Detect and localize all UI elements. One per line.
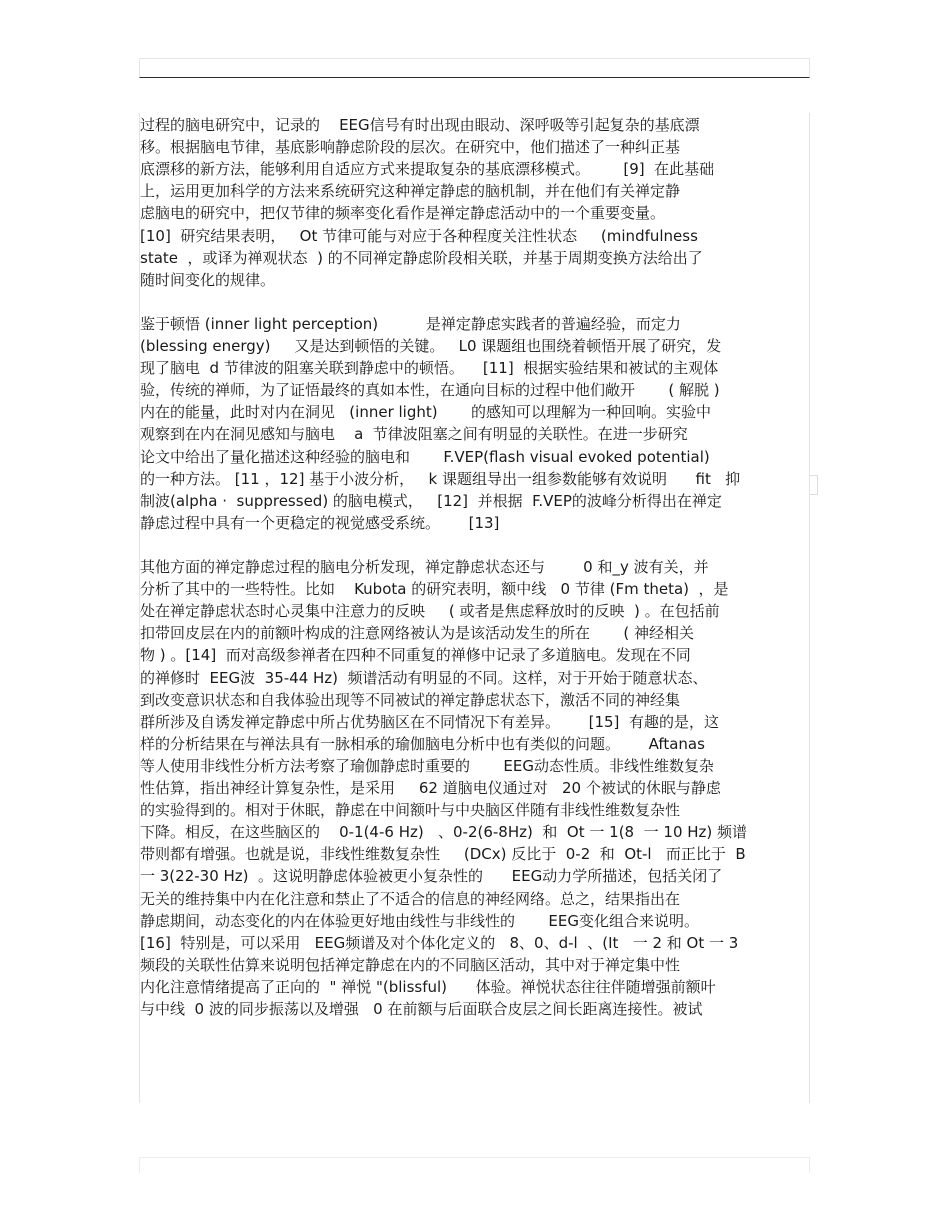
- text-line: 分析了其中的一些特性。比如 Kubota 的研究表明，额中线 0 节律 (Fm theta) ，是: [140, 580, 729, 599]
- text-line: 底漂移的新方法，能够利用自适应方式来提取复杂的基底漂移模式。 [9] 在此基础: [140, 160, 715, 179]
- text-line: 到改变意识状态和自我体验出现等不同被试的禅定静虑状态下，激活不同的神经集: [140, 690, 681, 709]
- text-line: 性估算，指出神经计算复杂性，是采用 62 道脑电仪通过对 20 个被试的休眠与静虑: [140, 779, 721, 797]
- text-line: 制波(alpha · suppressed) 的脑电模式， [12] 并根据 F.VEP的波峰分析得出在禅定: [140, 491, 722, 510]
- text-line: 鉴于顿悟 (inner light perception) 是禅定静虑实践者的普遍经验，而定力: [140, 314, 681, 333]
- text-line: 过程的脑电研究中，记录的 EEG信号有时出现由眼动、深呼吸等引起复杂的基底漂: [140, 116, 700, 134]
- text-line: 内化注意情绪提高了正向的 " 禅悦 "(blissful) 体验。禅悦状态往往伴随增强前额叶: [140, 977, 716, 996]
- text-line: 的实验得到的。相对于休眠，静虑在中间额叶与中央脑区伴随有非线性维数复杂性: [140, 801, 681, 820]
- text-line: 频段的关联性估算来说明包括禅定静虑在内的不同脑区活动，其中对于禅定集中性: [140, 955, 681, 974]
- document-body: [139, 113, 810, 1103]
- margin-mark: [810, 475, 818, 495]
- text-line: 虑脑电的研究中，把仅节律的频率变化看作是禅定静虑活动中的一个重要变量。: [140, 204, 666, 223]
- text-line: 验，传统的禅师，为了证悟最终的真如本性，在通向目标的过程中他们敞开 ( 解脱 ): [140, 381, 720, 400]
- text-line: 无关的维持集中内在化注意和禁止了不适合的信息的神经网络。总之，结果指出在: [140, 889, 681, 908]
- text-line: [16] 特别是，可以采用 EEG频谱及对个体化定义的 8、0、d-l 、(It 一 2 和 Ot 一 3: [140, 933, 739, 952]
- text-line: 静虑过程中具有一个更稳定的视觉感受系统。 [13]: [140, 513, 500, 532]
- text-line: 现了脑电 d 节律波的阻塞关联到静虑中的顿悟。 [11] 根据实验结果和被试的主观体: [140, 359, 719, 378]
- text-line: 处在禅定静虑状态时心灵集中注意力的反映 ( 或者是焦虑释放时的反映 ) 。在包括前: [140, 602, 720, 621]
- text-line: 观察到在内在洞见感知与脑电 a 节律波阻塞之间有明显的关联性。在进一步研究: [140, 425, 688, 444]
- text-line: 移。根据脑电节律，基底影响静虑阶段的层次。在研究中，他们描述了一种纠正基: [140, 138, 681, 157]
- text-line: [10] 研究结果表明， Ot 节律可能与对应于各种程度关注性状态 (mindfulness: [140, 226, 698, 245]
- text-line: 群所涉及自诱发禅定静虑中所占优势脑区在不同情况下有差异。 [15] 有趣的是，这: [140, 712, 719, 731]
- text-line: 等人使用非线性分析方法考察了瑜伽静虑时重要的 EEG动态性质。非线性维数复杂: [140, 756, 714, 775]
- text-line: 其他方面的禅定静虑过程的脑电分析发现，禅定静虑状态还与 0 和_y 波有关，并: [140, 558, 709, 576]
- paragraph-gap: [140, 534, 811, 556]
- text-line: 静虑期间，动态变化的内在体验更好地由线性与非线性的 EEG变化组合来说明。: [140, 911, 699, 930]
- text-line: 带则都有增强。也就是说，非线性维数复杂性 (DCx) 反比于 0-2 和 Ot-l 而正比于 B: [140, 845, 746, 864]
- text-line: (blessing energy) 又是达到顿悟的关键。 L0 课题组也围绕着顿悟开展了研究，发: [140, 337, 722, 355]
- text-line: 的禅修时 EEG波 35-44 Hz) 频谱活动有明显的不同。这样，对于开始于随意状态、: [140, 668, 708, 687]
- text-line: 随时间变化的规律。: [140, 270, 276, 289]
- text-line: 物 ) 。[14] 而对高级参禅者在四种不同重复的禅修中记录了多道脑电。发现在不同: [140, 646, 691, 665]
- paragraph-gap: [140, 291, 811, 313]
- text-line: 内在的能量，此时对内在洞见 (inner light) 的感知可以理解为一种回响。实验中: [140, 403, 711, 422]
- text-line: 一 3(22-30 Hz) 。这说明静虑体验被更小复杂性的 EEG动力学所描述，包括关闭了: [140, 867, 723, 886]
- page-footer-frame: [139, 1157, 810, 1173]
- text-line: 的一种方法。 [11 ，12] 基于小波分析， k 课题组导出一组参数能够有效说明 fit 抑: [140, 469, 741, 488]
- text-line: 上，运用更加科学的方法来系统研究这种禅定静虑的脑机制，并在他们有关禅定静: [140, 182, 681, 201]
- text-line: 与中线 0 波的同步振荡以及增强 0 在前额与后面联合皮层之间长距离连接性。被试: [140, 1000, 703, 1018]
- text-line: state ，或译为禅观状态 ) 的不同禅定静虑阶段相关联，并基于周期变换方法给出了: [140, 248, 703, 267]
- text-line: 下降。相反，在这些脑区的 0-1(4-6 Hz) 、0-2(6-8Hz) 和 Ot 一 1(8 一 10 Hz) 频谱: [140, 823, 748, 842]
- text-line: 论文中给出了量化描述这种经验的脑电和 F.VEP(flash visual evoked potential): [140, 447, 710, 466]
- page-header-rule: [139, 58, 810, 78]
- text-line: 样的分析结果在与禅法具有一脉相承的瑜伽脑电分析中也有类似的问题。 Aftanas: [140, 734, 705, 753]
- text-line: 扣带回皮层在内的前额叶构成的注意网络被认为是该活动发生的所在 ( 神经相关: [140, 624, 695, 643]
